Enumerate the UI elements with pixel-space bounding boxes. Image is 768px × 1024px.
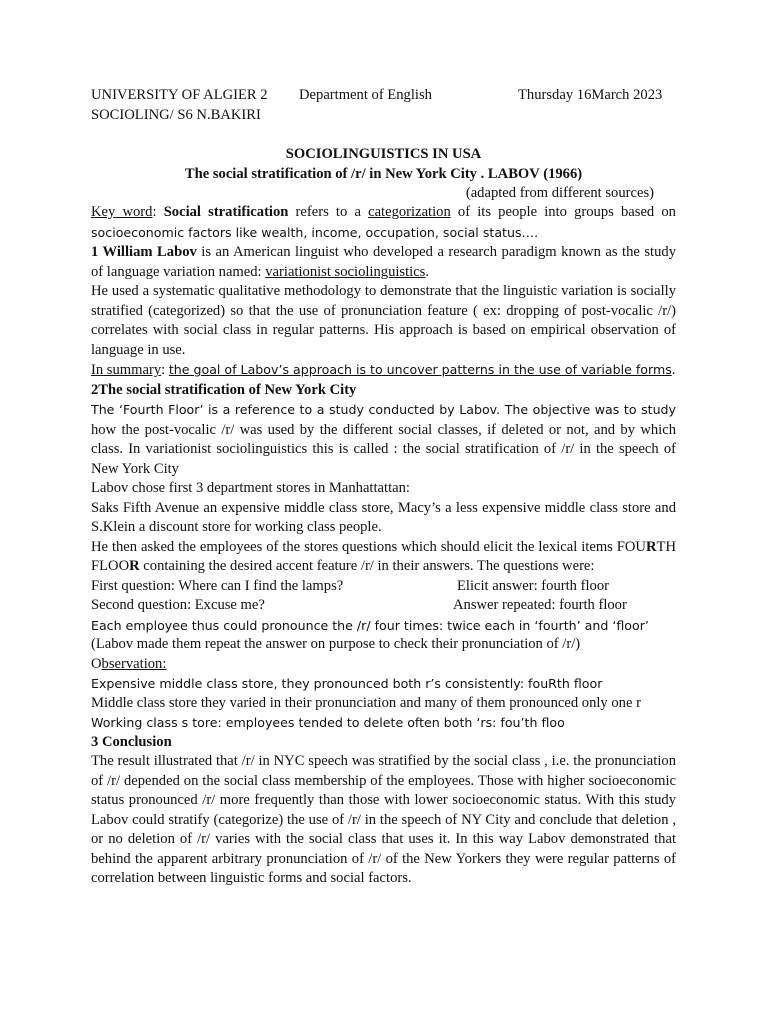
summary-paragraph (91, 360, 676, 381)
section1-text-1: is an American linguist who developed a research paradigm known as the study of language variation named: (91, 244, 677, 280)
keyword-paragraph (91, 203, 676, 243)
fourth-part-1: FOU (616, 538, 646, 555)
fourth-r: R (645, 538, 657, 555)
document-subtitle: The social stratification of /r/ in New York City . LABOV (1966) (184, 165, 583, 182)
source-note: (adapted from different sources) (465, 185, 654, 201)
keyword-colon: : (152, 204, 164, 220)
section3-heading: 3 Conclusion (91, 733, 172, 750)
summary-end: . (671, 362, 676, 378)
observation-heading (91, 655, 676, 675)
fourth-floor-line-1: The ‘Fourth Floor’ is a reference to a study conducted by Labov. The objective was to study (91, 402, 676, 417)
section1-paragraph (91, 243, 676, 282)
questions-text-1: He then asked the employees of the stores questions which should elicit the lexical items (91, 538, 617, 555)
keyword-text-1: refers to a (288, 204, 369, 220)
section2-heading: 2The social stratification of New York City (91, 381, 357, 398)
each-employee-line: Each employee thus could pronounce the /r/ four times: twice each in ‘fourth’ and ‘floor’ (91, 617, 649, 633)
keyword-tail: socioeconomic factors like wealth, income, occupation, social status…. (91, 224, 539, 240)
observation-rest: bservation: (101, 655, 167, 672)
conclusion-paragraph: The result illustrated that /r/ in NYC speech was stratified by the social class , i.e. the pronunciation of /r/ depended on the social class membership of the employees. Those with higher socioeconomic status pronounced /r/ more frequently than those with lower socioeconomic status. With this study Labov could stratify (categorize) the use of /r/ in the speech of NY City and conclude that deletion , or no deletion of /r/ varies with the social class that uses it. In this way Labov demonstrated that behind the apparent arbitrary pronunciation of /r/ of the New Yorkers they were regular patterns of correlation between linguistic forms and social factors. (91, 753, 676, 886)
section1-text-2: . (425, 263, 430, 280)
question-2: Second question: Excuse me? (91, 597, 265, 613)
summary-text: the goal of Labov’s approach is to uncover patterns in the use of variable forms (168, 362, 672, 377)
observation-1: Expensive middle class store, they pronounced both r’s consistently: fouRth floor (91, 676, 603, 691)
fourth-floor-paragraph (91, 400, 676, 479)
questions-paragraph (91, 538, 676, 577)
stores-description: Saks Fifth Avenue an expensive middle class store, Macy’s a less expensive middle class store and S.Klein a discount store for working class people. (91, 499, 676, 535)
university-name: UNIVERSITY OF ALGIER 2 (91, 87, 268, 103)
document-header (91, 86, 676, 125)
answer-2: Answer repeated: fourth floor (453, 597, 627, 613)
section1-variationist: variationist sociolinguistics (265, 263, 426, 280)
keyword-term: Social stratification (163, 204, 289, 220)
question-row-2 (91, 596, 676, 616)
floor-r: R (129, 558, 140, 574)
observation-3: Working class s tore: employees tended to delete often both ‘rs: fou’th floo (91, 715, 565, 730)
document-body (91, 203, 676, 889)
methodology-paragraph: He used a systematic qualitative methodology to demonstrate that the linguistic variation is socially stratified (categorized) so that the use of pronunciation feature ( ex: dropping of post-vocalic /r/) correlates with social class in regular patterns. His approach is based on empirical observation of language in use. (91, 283, 676, 358)
questions-text-2: containing the desired accent feature /r/ in their answers. The questions were: (139, 558, 595, 574)
section1-heading: 1 William Labov (91, 244, 197, 260)
summary-colon: : (161, 362, 169, 378)
fourth-floor-mid: TH FLOO (91, 538, 676, 574)
stores-intro: Labov chose first 3 department stores in Manhattattan: (91, 480, 410, 496)
header-row-1 (91, 86, 676, 106)
course-info: SOCIOLING/ S6 N.BAKIRI (91, 106, 261, 123)
document-title: SOCIOLINGUISTICS IN USA (285, 146, 482, 162)
keyword-text-2: of its people into groups based on (450, 204, 676, 220)
header-row-2 (91, 106, 676, 126)
labov-repeat-line: (Labov made them repeat the answer on purpose to check their pronunciation of /r/) (91, 636, 581, 652)
observation-o: O (91, 655, 102, 672)
department-name: Department of English (299, 87, 432, 103)
question-row-1 (91, 577, 676, 597)
title-block (91, 145, 676, 204)
document-date: Thursday 16March 2023 (518, 87, 663, 103)
keyword-label: Key word (91, 204, 153, 220)
answer-1: Elicit answer: fourth floor (457, 577, 609, 594)
fourth-floor-line-2: how the post-vocalic /r/ was used by the different social classes, if deleted or not, and by which class. In variationist sociolinguistics this is called : the social stratification of /r/ in the speech of New York City (91, 421, 676, 477)
observation-2: Middle class store they varied in their pronunciation and many of them pronounced only one r (91, 694, 641, 711)
question-1: First question: Where can I find the lamps? (91, 577, 344, 594)
keyword-categorization: categorization (368, 204, 451, 220)
summary-label: In summary (91, 362, 162, 378)
